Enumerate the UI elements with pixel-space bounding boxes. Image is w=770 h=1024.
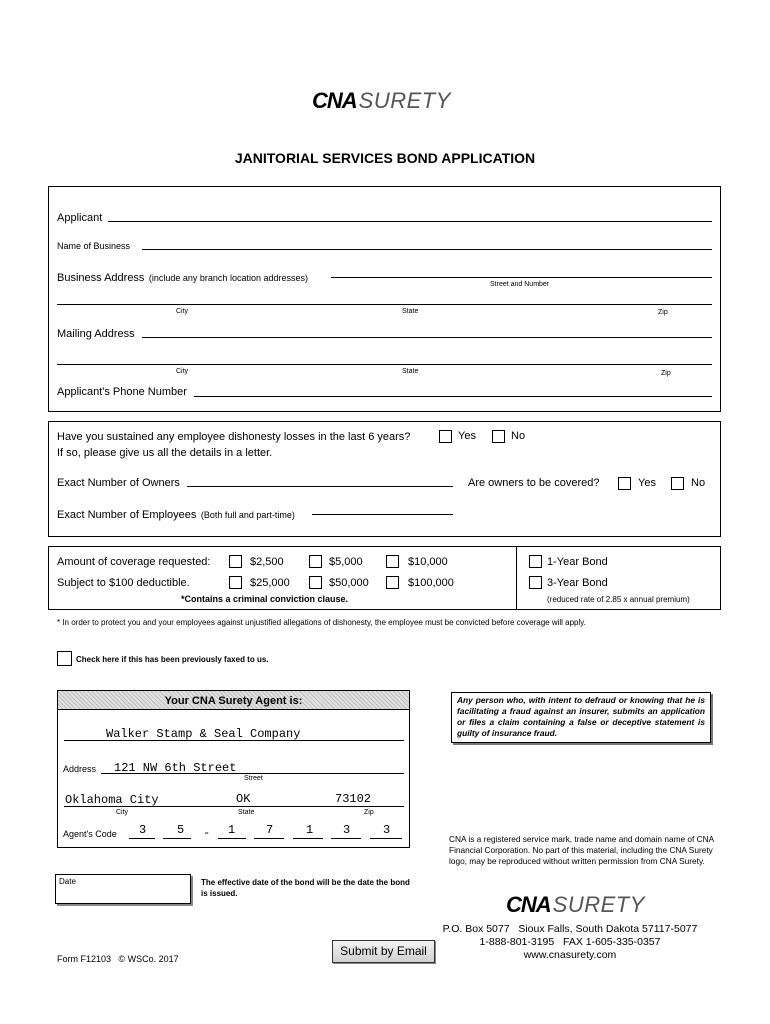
bond-3year-checkbox[interactable] [529,576,542,589]
criminal-clause-note: *Contains a criminal conviction clause. [181,594,349,604]
contact-phone: 1-888-801-3195 FAX 1-605-335-0357 [479,936,661,948]
agent-code-digit-4[interactable]: 7 [266,823,274,837]
cna-surety-logo [312,88,451,114]
cna-surety-logo-bottom [506,892,645,918]
agent-code-digit-1[interactable]: 3 [139,823,147,837]
coverage-50000-label: $50,000 [329,577,369,589]
date-field[interactable] [55,874,191,904]
agent-code-digit-2[interactable]: 5 [177,823,185,837]
losses-yes-checkbox[interactable] [439,430,452,443]
agent-city-caption: City [116,809,129,816]
street-and-number-caption: Street and Number [490,281,550,288]
logo-surety: SURETY [358,88,451,113]
applicant-label: Applicant [57,212,103,224]
effective-date-note: The effective date of the bond will be the date the bond is issued. [201,878,410,898]
agent-street-caption: Street [244,775,263,782]
business-address-street-field[interactable] [331,277,712,278]
coverage-2500-label: $2,500 [250,556,284,568]
agent-code-digit-3[interactable]: 1 [228,823,236,837]
agent-code-line-5 [293,838,323,839]
agent-zip[interactable]: 73102 [335,792,372,806]
agent-code-line-3 [218,838,246,839]
coverage-50000-checkbox[interactable] [309,576,322,589]
applicant-section [48,186,721,412]
fraud-warning-text: Any person who, with intent to defraud or knowing that he is facilitating a fraud against an insurer, submits an application or files a claim containing a false or deceptive statement is guilty of insurance fraud. [457,695,705,738]
agent-code-line-6 [331,838,361,839]
business-address-city-field[interactable] [57,304,712,305]
faxed-checkbox[interactable] [57,651,72,666]
logo-bottom-surety: SURETY [552,892,645,917]
agent-state-caption: State [238,809,255,816]
coverage-10000-checkbox[interactable] [386,555,399,568]
agent-code-line-7 [370,838,402,839]
trademark-notice: CNA is a registered service mark, trade name and domain name of CNA Financial Corporation. No part of this material, including the CNA Surety logo, may be reproduced without written permission from CNA Surety. [449,834,714,866]
faxed-label: Check here if this has been previously faxed to us. [76,655,269,664]
footnote: * In order to protect you and your employees against unjustified allegations of dishonesty, the employee must be convicted before coverage will apply. [57,618,586,627]
bond-3year-note: (reduced rate of 2.85 x annual premium) [547,595,690,604]
logo-bottom-cna: CNA [506,892,551,917]
business-address-note: (include any branch location addresses) [148,273,308,283]
agent-code-line-1 [129,838,155,839]
fraud-warning [451,692,711,743]
mailing-address-field[interactable] [142,337,712,338]
losses-note: If so, please give us all the details in a letter. [57,447,273,459]
mailing-zip-caption: Zip [661,370,671,377]
contact-po: P.O. Box 5077 Sioux Falls, South Dakota 57117-5077 [442,923,698,935]
agent-header: Your CNA Surety Agent is: [57,690,410,710]
business-address-text: Business Address [57,272,145,284]
employees-note: (Both full and part-time) [200,510,295,520]
page-title: JANITORIAL SERVICES BOND APPLICATION [234,150,536,166]
deductible-label: Subject to $100 deductible. [57,577,190,589]
owners-no-label: No [691,477,706,489]
name-of-business-label: Name of Business [57,241,131,251]
agent-address-line [101,773,404,774]
agent-code-dash: - [203,826,211,840]
agent-code-line-4 [254,838,284,839]
phone-label: Applicant's Phone Number [57,386,187,398]
agent-state[interactable]: OK [236,792,251,806]
agent-city[interactable]: Oklahoma City [65,793,159,807]
coverage-100000-checkbox[interactable] [386,576,399,589]
zip-caption: Zip [658,309,668,316]
owners-label: Exact Number of Owners [57,477,180,489]
coverage-divider [516,546,517,610]
mailing-state-caption: State [402,368,419,375]
bond-3year-label: 3-Year Bond [547,577,608,589]
losses-question: Have you sustained any employee dishonesty losses in the last 6 years? [57,431,411,443]
owners-yes-label: Yes [638,477,656,489]
date-label: Date [59,877,76,886]
applicant-field[interactable] [108,221,712,222]
employees-field[interactable] [312,514,453,515]
bond-1year-checkbox[interactable] [529,555,542,568]
coverage-5000-checkbox[interactable] [309,555,322,568]
agent-code-digit-5[interactable]: 1 [306,823,314,837]
coverage-2500-checkbox[interactable] [229,555,242,568]
phone-field[interactable] [194,396,712,397]
coverage-100000-label: $100,000 [408,577,454,589]
agent-address[interactable]: 121 NW 6th Street [114,761,237,775]
form-number: Form F12103 © WSCo. 2017 [57,954,179,964]
owners-no-checkbox[interactable] [671,477,684,490]
agent-code-digit-7[interactable]: 3 [383,823,391,837]
coverage-25000-label: $25,000 [250,577,290,589]
city-caption: City [176,308,189,315]
mailing-address-label: Mailing Address [57,328,135,340]
logo-cna: CNA [312,88,357,113]
bond-1year-label: 1-Year Bond [547,556,608,568]
name-of-business-field[interactable] [142,249,712,250]
agent-code-line-2 [163,838,191,839]
agent-address-label: Address [63,764,97,774]
agent-name[interactable]: Walker Stamp & Seal Company [106,727,301,741]
employees-label [57,505,295,523]
owners-yes-checkbox[interactable] [618,477,631,490]
coverage-5000-label: $5,000 [329,556,363,568]
submit-by-email-button[interactable]: Submit by Email [332,940,435,963]
coverage-25000-checkbox[interactable] [229,576,242,589]
agent-city-line [64,806,404,807]
business-address-label [57,268,308,286]
losses-yes-label: Yes [458,430,476,442]
mailing-city-caption: City [176,368,189,375]
losses-no-label: No [511,430,526,442]
owners-covered-label: Are owners to be covered? [468,477,600,489]
agent-code-label: Agent's Code [63,829,117,839]
contact-web: www.cnasurety.com [523,949,617,961]
coverage-label: Amount of coverage requested: [57,556,211,568]
agent-code-digit-6[interactable]: 3 [343,823,351,837]
losses-no-checkbox[interactable] [492,430,505,443]
agent-name-line [64,740,404,741]
agent-zip-caption: Zip [364,809,374,816]
owners-field[interactable] [187,486,453,487]
coverage-10000-label: $10,000 [408,556,448,568]
mailing-address-city-field[interactable] [57,364,712,365]
state-caption: State [402,308,419,315]
employees-text: Exact Number of Employees [57,509,197,521]
